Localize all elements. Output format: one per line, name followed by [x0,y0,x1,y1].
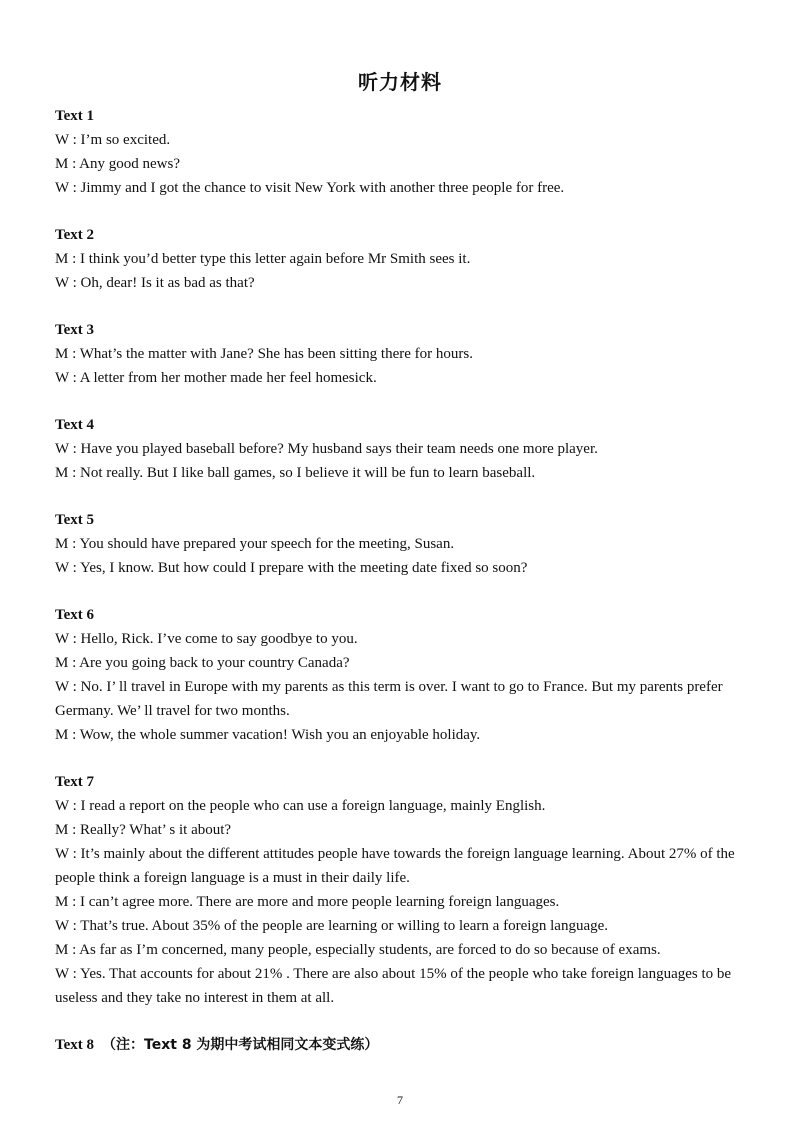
dialogue-line: M : I can’t agree more. There are more and more people learning foreign languages. [55,894,560,910]
dialogue-line: M : Not really. But I like ball games, so I believe it will be fun to learn baseball. [55,465,536,481]
section-heading [55,770,745,794]
dialogue-section [55,318,745,390]
dialogue-line: W : Have you played baseball before? My husband says their team needs one more player. [55,441,598,457]
section-heading [55,223,745,247]
dialogue-line: W : Jimmy and I got the chance to visit New York with another three people for free. [55,180,565,196]
section-heading [55,104,745,128]
dialogue-section [55,603,745,747]
dialogue-line: M : Are you going back to your country Canada? [55,655,350,671]
page-number: 7 [397,1093,403,1107]
section-heading-text: Text 6 [55,607,95,623]
dialogue-line: M : What’s the matter with Jane? She has been sitting there for hours. [55,346,473,362]
page-title: 听力材料 [358,70,442,94]
listening-transcript [55,104,745,1080]
section-heading-text: Text 5 [55,512,95,528]
dialogue-line: M : Any good news? [55,156,180,172]
dialogue-line: W : That’s true. About 35% of the people are learning or willing to learn a foreign language. [55,918,609,934]
section-heading [55,508,745,532]
dialogue-line: W : I’m so excited. [55,132,171,148]
dialogue-line: M : Really? What’ s it about? [55,822,232,838]
dialogue-section [55,1033,745,1057]
dialogue-line: M : Wow, the whole summer vacation! Wish you an enjoyable holiday. [55,727,481,743]
dialogue-line: W : No. I’ ll travel in Europe with my parents as this term is over. I want to go to France. But my parents prefer Germany. We’ ll travel for two months. [55,679,723,719]
dialogue-line: W : A letter from her mother made her feel homesick. [55,370,377,386]
section-heading [55,1033,745,1057]
section-heading-text: Text 1 [55,108,95,124]
dialogue-line: W : Yes. That accounts for about 21% . There are also about 15% of the people who take foreign languages to be useless and they take no interest in them at all. [55,966,732,1006]
dialogue-line: W : Yes, I know. But how could I prepare with the meeting date fixed so soon? [55,560,528,576]
section-note: （注：Text 8 为期中考试相同文本变式练） [102,1037,379,1053]
section-heading-text: Text 2 [55,227,95,243]
section-heading-text: Text 8 [55,1037,95,1053]
dialogue-line: M : As far as I’m concerned, many people, especially students, are forced to do so because of exams. [55,942,661,958]
dialogue-section [55,770,745,1010]
section-heading [55,603,745,627]
dialogue-section [55,413,745,485]
section-heading-text: Text 7 [55,774,95,790]
dialogue-line: M : You should have prepared your speech for the meeting, Susan. [55,536,455,552]
dialogue-line: W : Hello, Rick. I’ve come to say goodbye to you. [55,631,358,647]
section-heading-text: Text 4 [55,417,95,433]
section-heading-text: Text 3 [55,322,95,338]
section-heading [55,413,745,437]
dialogue-line: M : I think you’d better type this letter again before Mr Smith sees it. [55,251,471,267]
dialogue-line: W : I read a report on the people who can use a foreign language, mainly English. [55,798,546,814]
dialogue-section [55,104,745,200]
dialogue-section [55,223,745,295]
dialogue-section [55,508,745,580]
dialogue-line: W : It’s mainly about the different attitudes people have towards the foreign language learning. About 27% of the people think a foreign language is a must in their daily life. [55,846,735,886]
dialogue-line: W : Oh, dear! Is it as bad as that? [55,275,255,291]
section-heading [55,318,745,342]
